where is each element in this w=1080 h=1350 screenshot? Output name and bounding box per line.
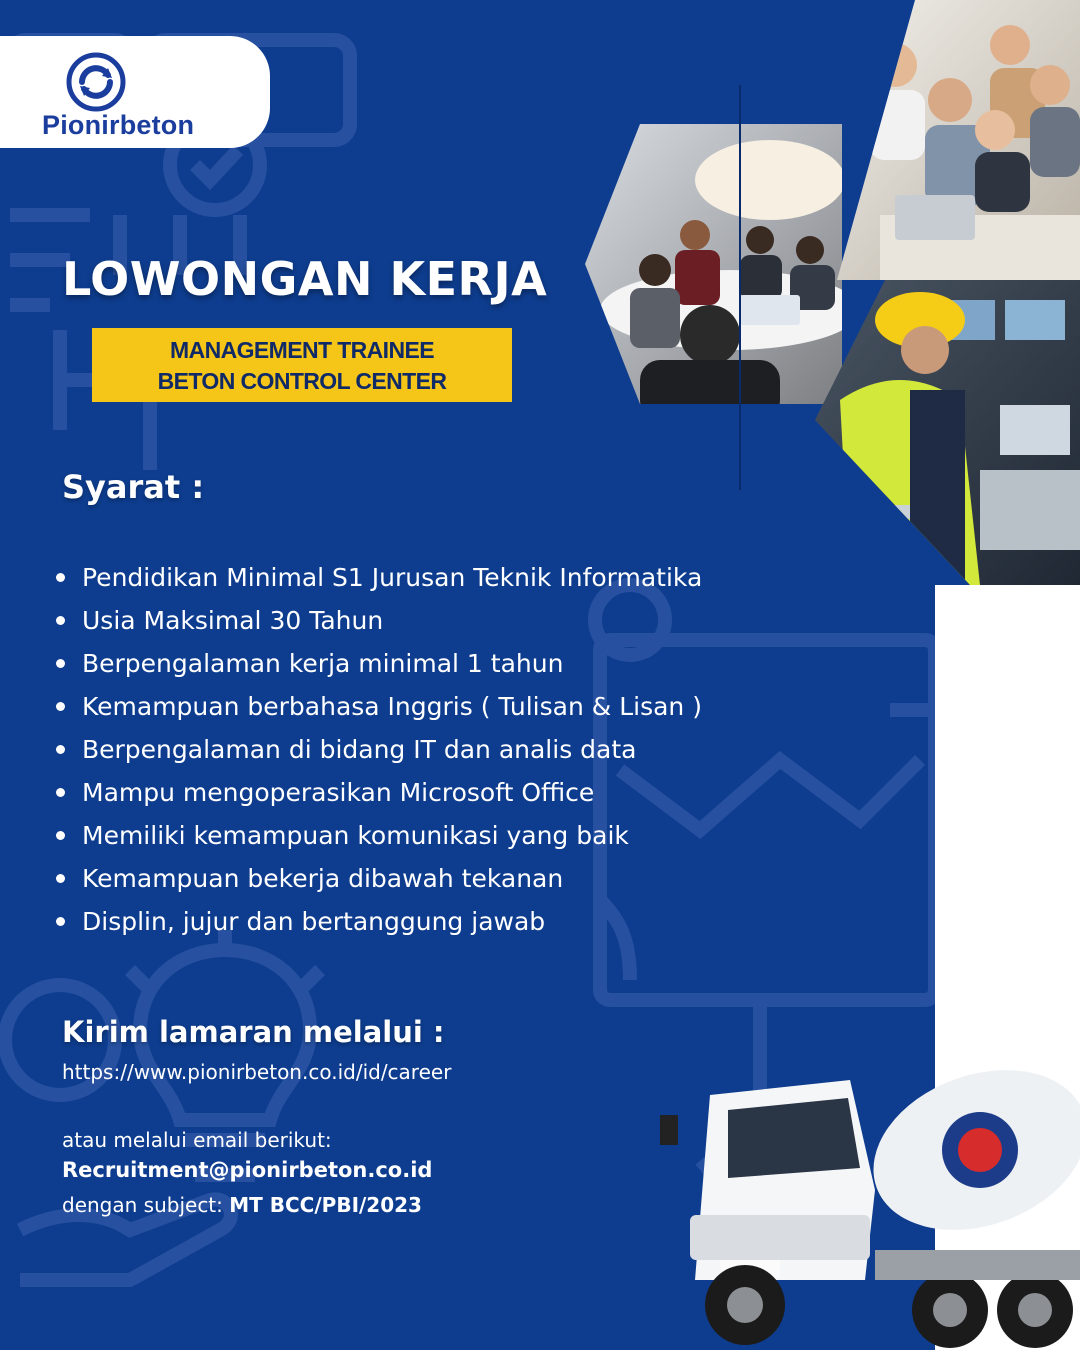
- list-item-text: Memiliki kemampuan komunikasi yang baik: [82, 821, 629, 850]
- list-item: [52, 771, 702, 814]
- swirl-logo-icon: [66, 52, 126, 112]
- bullet-icon: [56, 788, 65, 797]
- list-item: [52, 556, 702, 599]
- position-title-line2: BETON CONTROL CENTER: [157, 368, 447, 394]
- list-item: [52, 599, 702, 642]
- list-item-text: Mampu mengoperasikan Microsoft Office: [82, 778, 595, 807]
- bullet-icon: [56, 831, 65, 840]
- list-item-text: Kemampuan berbahasa Inggris ( Tulisan & Lisan ): [82, 692, 702, 721]
- list-item-text: Usia Maksimal 30 Tahun: [82, 606, 384, 635]
- requirements-heading: Syarat :: [62, 468, 205, 506]
- logo-badge[interactable]: [0, 36, 270, 148]
- email-intro-text: atau melalui email berikut:: [62, 1128, 332, 1152]
- photo-collage: [580, 0, 1080, 590]
- list-item: [52, 900, 702, 943]
- control-room-worker-photo: [810, 280, 1080, 585]
- email-subject: [62, 1193, 422, 1217]
- bullet-icon: [56, 745, 65, 754]
- list-item: [52, 857, 702, 900]
- list-item: [52, 685, 702, 728]
- position-title-line1: MANAGEMENT TRAINEE: [170, 337, 434, 363]
- subject-label: dengan subject:: [62, 1193, 223, 1217]
- team-meeting-photo: [580, 124, 860, 420]
- bullet-icon: [56, 917, 65, 926]
- brand-name: Pionirbeton: [42, 110, 195, 140]
- list-item-text: Displin, jujur dan bertanggung jawab: [82, 907, 546, 936]
- office-team-laptop-photo: [830, 0, 1080, 280]
- list-item: [52, 728, 702, 771]
- list-item-text: Berpengalaman kerja minimal 1 tahun: [82, 649, 564, 678]
- bullet-icon: [56, 659, 65, 668]
- career-link[interactable]: https://www.pionirbeton.co.id/id/career: [62, 1060, 452, 1084]
- list-item: [52, 642, 702, 685]
- bullet-icon: [56, 702, 65, 711]
- bullet-icon: [56, 874, 65, 883]
- list-item-text: Kemampuan bekerja dibawah tekanan: [82, 864, 564, 893]
- bullet-icon: [56, 616, 65, 625]
- bullet-icon: [56, 573, 65, 582]
- list-item: [52, 814, 702, 857]
- list-item-text: Berpengalaman di bidang IT dan analis data: [82, 735, 637, 764]
- apply-heading: Kirim lamaran melalui :: [62, 1015, 445, 1049]
- subject-value: MT BCC/PBI/2023: [229, 1193, 422, 1217]
- page-title: LOWONGAN KERJA: [62, 252, 548, 306]
- position-badge: [92, 328, 512, 402]
- concrete-mixer-truck-photo: [650, 1040, 1080, 1350]
- list-item-text: Pendidikan Minimal S1 Jurusan Teknik Informatika: [82, 563, 703, 592]
- requirements-list: [52, 556, 702, 943]
- email-link[interactable]: Recruitment@pionirbeton.co.id: [62, 1158, 433, 1182]
